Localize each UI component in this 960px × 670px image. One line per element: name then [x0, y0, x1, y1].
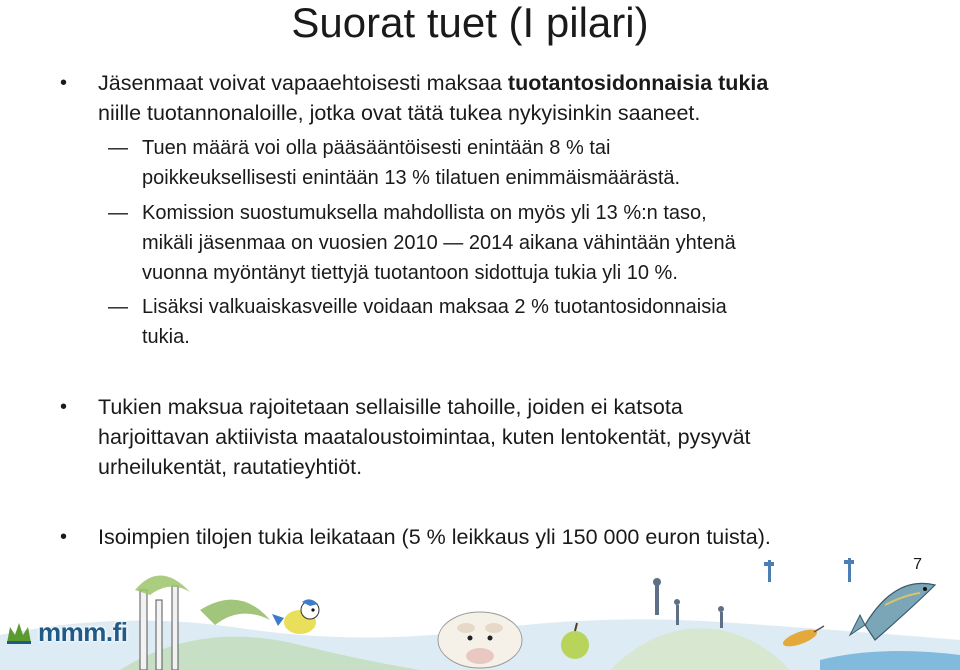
subitem-2-line-2: mikäli jäsenmaa on vuosien 2010 — 2014 aikana vähintään yhtenä [142, 232, 736, 254]
page-number: 7 [913, 556, 922, 573]
bullet-1-line-2: niille tuotannonaloille, jotka ovat tätä tukea nykyisinkin saaneet. [98, 101, 701, 125]
subitem-2-line-1: Komission suostumuksella mahdollista on myös yli 13 %:n taso, [142, 202, 707, 224]
bullet-2-line-3: urheilukentät, rautatieyhtiöt. [98, 455, 363, 479]
bullet-3-line-1: Isoimpien tilojen tukia leikataan (5 % leikkaus yli 150 000 euron tuista). [98, 525, 771, 549]
footer-illustration [0, 550, 960, 670]
dash-marker: — [108, 137, 128, 159]
slide-title: Suorat tuet (I pilari) [291, 0, 649, 46]
dash-marker: — [108, 202, 128, 224]
fish-icon [850, 583, 935, 640]
logo-text: mmm.fi [38, 616, 128, 647]
bullet-1-line-1: Jäsenmaat voivat vapaaehtoisesti maksaa tuotantosidonnaisia tukia [98, 71, 769, 95]
mmm-logo[interactable] [4, 614, 127, 650]
dash-marker: — [108, 296, 128, 318]
subitem-3-line-1: Lisäksi valkuaiskasveille voidaan maksaa 2 % tuotantosidonnaisia [142, 296, 727, 318]
subitem-2-line-3: vuonna myöntänyt tiettyjä tuotantoon sidottuja tukia yli 10 %. [142, 262, 678, 284]
subitem-1-line-2: poikkeuksellisesti enintään 13 % tilatuen enimmäismäärästä. [142, 167, 681, 189]
emphasis-text: tuotantosidonnaisia tukia [507, 71, 769, 95]
bullet-marker: • [60, 396, 68, 418]
subitem-1-line-1: Tuen määrä voi olla pääsääntöisesti enintään 8 % tai [142, 137, 611, 159]
crown-leaf-icon [4, 617, 34, 647]
bullet-2-line-1: Tukien maksua rajoitetaan sellaisille tahoille, joiden ei katsota [98, 395, 683, 419]
bird-icon [272, 599, 319, 634]
subitem-3-line-2: tukia. [142, 326, 190, 348]
cow-icon [438, 612, 522, 668]
bullet-marker: • [60, 526, 68, 548]
signpost-icon [764, 558, 854, 582]
bullet-marker: • [60, 72, 68, 94]
bullet-2-line-2: harjoittavan aktiivista maataloustoimintaa, kuten lentokentät, pysyvät [98, 425, 751, 449]
